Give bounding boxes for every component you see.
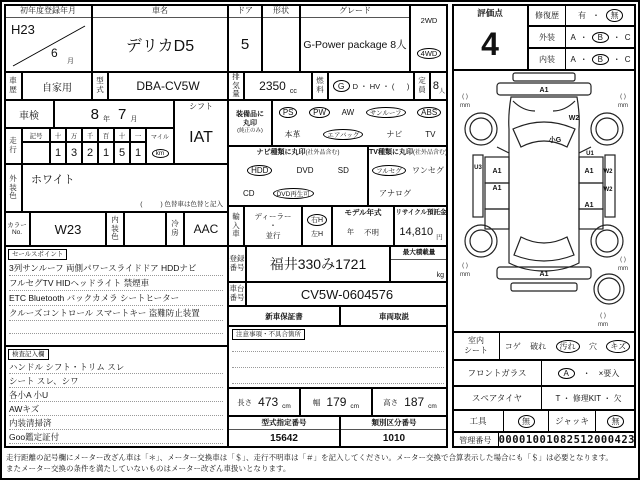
seat-tear: 破れ — [530, 341, 547, 351]
front-left-wheel-icon — [470, 118, 492, 140]
exterior-a: A — [570, 32, 576, 42]
tread-unit-spare: mm — [598, 322, 608, 328]
door-value: 5 — [240, 36, 250, 53]
history-label-cell — [4, 72, 22, 100]
import-label: 輸入車 — [232, 212, 240, 239]
sep: ・ — [579, 32, 588, 42]
car-body — [509, 97, 580, 271]
tailgate-bar — [511, 283, 577, 291]
height-cell — [372, 388, 448, 416]
recycle-value: 14,810 — [399, 226, 434, 238]
parallel-option: 並行 — [265, 230, 281, 240]
notes-blank-line — [232, 367, 444, 368]
km-circled: km — [152, 149, 169, 158]
fuel-cell — [328, 72, 414, 100]
grade-value: G-Power package 8人 — [303, 39, 407, 51]
mileage-header-symbol: 記号 — [22, 128, 50, 142]
equip-airbag: エアバッグ — [323, 129, 363, 140]
mileage-row-label: 走行 — [9, 136, 17, 154]
equip-tv: TV — [425, 129, 436, 139]
sales-line: 3列サンルーフ 両側パワースライドドア HDDナビ — [9, 261, 223, 276]
model-year-cell — [332, 206, 394, 246]
score-label: 評価点 — [477, 8, 503, 18]
notes-box — [228, 326, 448, 388]
car-name-label: 車名 — [93, 5, 227, 18]
fuel-gasoline-circled: G — [333, 80, 350, 92]
damage-diagram-box — [452, 70, 636, 332]
inspection-line: ハンドル シフト・トリム スレ — [9, 360, 223, 374]
tread-unit-rr: mm — [618, 266, 628, 272]
shaken-year-unit: 年 — [103, 116, 110, 123]
nav-type-title: ナビ種類に丸印 — [256, 149, 306, 156]
mileage-header: 百 — [98, 128, 114, 142]
equip-pw: PW — [309, 107, 330, 118]
ext-color-label: 外装色 — [9, 174, 17, 201]
door-cell — [228, 4, 262, 72]
equipment-title-1: 装備品に — [236, 111, 264, 119]
door-label: ドア — [229, 5, 261, 18]
windshield-x: ×要入 — [598, 368, 620, 378]
model-year-unknown: 不明 — [364, 227, 379, 237]
interior-c: C — [624, 54, 631, 64]
length-unit: cm — [282, 403, 291, 410]
int-color-label: 内装色 — [111, 215, 119, 242]
front-right-wheel-icon — [596, 118, 618, 140]
headlight-right — [553, 101, 575, 111]
tv-oneseg: ワンセグ — [411, 166, 444, 175]
right-sill — [605, 155, 615, 217]
equipment-note: (純正のみ) — [237, 128, 263, 135]
reg-year: H23 — [11, 22, 35, 37]
capacity-label: 定員 — [418, 76, 426, 94]
seat-label-cell — [453, 333, 500, 359]
mileage-digit: 2 — [82, 142, 98, 164]
type-designation-label: 型式指定番号 — [229, 417, 339, 430]
length-value: 473 — [258, 395, 279, 409]
ac-label-cell — [166, 212, 184, 246]
inspection-line: 各小A 小U — [9, 388, 223, 402]
headlight-left — [513, 101, 535, 111]
roof-rack — [513, 73, 575, 81]
left-quarter-panel — [485, 209, 509, 229]
import-label-cell — [228, 206, 244, 246]
displacement-unit: cc — [289, 87, 297, 95]
inspection-box — [4, 346, 228, 448]
first-registration-cell — [4, 4, 92, 72]
right-handle-circled: 右H — [307, 214, 327, 226]
inspection-line: AWキズ — [9, 402, 223, 416]
inspection-title: 検査記入欄 — [8, 349, 49, 360]
mileage-row-label-cell — [4, 128, 22, 164]
nav-dvd-play: DVD再生可 — [273, 188, 314, 199]
equipment-title-2: 丸印 — [243, 119, 257, 127]
reg-no-value: 福井330み1721 — [246, 246, 390, 282]
mileage-digit: 1 — [130, 142, 146, 164]
sep: ・ — [612, 54, 621, 64]
first-registration-label: 初年度登録年月 — [5, 5, 91, 18]
length-cell — [228, 388, 300, 416]
repair-yes: 有 — [578, 10, 586, 20]
car-name-cell — [92, 4, 228, 72]
payload-label: 最大積載量 — [391, 247, 447, 260]
model-label: 型式 — [96, 76, 104, 94]
model-label-cell — [92, 72, 108, 100]
sales-points-box — [4, 246, 228, 346]
jack-none-circled: 無 — [607, 415, 624, 428]
spare-tire-icon — [598, 278, 620, 300]
mark-front-bumper: A1 — [539, 87, 549, 94]
mileage-digit: 5 — [114, 142, 130, 164]
seat-condition-row — [452, 332, 636, 360]
tread-paren-rr: ( ) — [620, 257, 626, 263]
height-label: 高さ — [383, 397, 399, 407]
tread-paren-fr: ( ) — [620, 94, 626, 100]
ac-value: AAC — [184, 212, 228, 246]
windshield-row — [452, 360, 636, 386]
sales-line: フルセグTV HIDヘッドライト 禁煙車 — [9, 276, 223, 291]
type-designation-value: 15642 — [270, 433, 298, 444]
sales-line: ETC Bluetooth バックカメラ シートヒーター — [9, 291, 223, 306]
nav-type-cell — [228, 146, 368, 206]
displacement-cell — [244, 72, 312, 100]
equip-aw: AW — [341, 107, 355, 117]
spare-tire-value: T ・ 修理KIT ・ 欠 — [555, 393, 622, 403]
repair-history-row — [528, 4, 636, 26]
recycle-label: リサイクル預託金 — [395, 209, 447, 216]
car-diagram — [453, 71, 635, 331]
recycle-cell — [394, 206, 448, 246]
ext-color-value: ホワイト — [31, 174, 75, 186]
management-number-label: 管理番号 — [453, 433, 499, 447]
tread-paren-fl: ( ) — [462, 94, 468, 100]
interior-b-circled: B — [592, 54, 609, 65]
right-quarter-panel — [579, 209, 603, 229]
seat-scratch-circled: キズ — [606, 340, 630, 353]
rear-window — [514, 237, 574, 261]
mark-left-rear-door: A1 — [492, 185, 502, 192]
reg-month: 6 — [51, 46, 58, 60]
spare-tire-row — [452, 386, 636, 410]
sep: ・ — [612, 32, 621, 42]
spare-tire-label: スペアタイヤ — [453, 387, 542, 409]
mileage-header: 一 — [130, 128, 146, 142]
windshield-label: フロントガラス — [453, 361, 542, 385]
equip-ps: PS — [279, 107, 298, 118]
rear-left-wheel-icon — [470, 230, 492, 252]
int-color-value — [124, 212, 166, 246]
interior-grade-row — [528, 48, 636, 70]
equipment-label-cell — [228, 100, 272, 146]
shift-cell — [174, 100, 228, 164]
width-unit: cm — [350, 403, 360, 410]
footnote-line-2: またメーター交換の条件を満たしていないものはメーター改ざん車扱いとなります。 — [6, 464, 291, 473]
notes-blank-line — [232, 351, 444, 352]
mark-right-front-fender: W2 — [568, 115, 580, 122]
inspection-line: シート スレ、シワ — [9, 374, 223, 388]
color-note-paren: ( ) — [140, 201, 163, 208]
mark-right-rear-door: A1 — [584, 202, 594, 209]
seat-hole: 穴 — [588, 341, 597, 351]
shift-label: シフト — [189, 102, 213, 111]
mileage-digit: 1 — [50, 142, 66, 164]
nav-type-note: (社外品含む) — [305, 150, 340, 156]
dealer-option: ディーラー — [254, 211, 292, 221]
tools-jack-row — [452, 410, 636, 432]
mark-right-front-door: A1 — [584, 168, 594, 175]
ac-label: 冷房 — [171, 219, 179, 237]
tv-type-title: TV種類に丸印 — [369, 149, 413, 156]
car-name-value: デリカD5 — [125, 38, 195, 55]
nav-dvd: DVD — [296, 166, 314, 175]
displacement-label-cell — [228, 72, 244, 100]
mark-right-sill-rear: W2 — [603, 187, 613, 193]
seat-burn: コゲ — [504, 341, 521, 351]
tools-label: 工具 — [453, 411, 504, 431]
manual-header: 車両取説 — [340, 306, 448, 326]
rear-right-wheel-icon — [596, 230, 618, 252]
type-designation-cell — [228, 416, 340, 448]
fuel-options: D ・ HV ・ ( ) — [352, 81, 410, 91]
class-number-cell — [340, 416, 448, 448]
inspection-line: 内装清掃済 — [9, 416, 223, 430]
equipment-items-cell — [272, 100, 448, 146]
equip-sunroof: サンルーフ — [366, 107, 406, 118]
mark-right-sill-front: W2 — [603, 169, 613, 175]
repair-sep: ・ — [592, 10, 600, 20]
class-number-label: 類別区分番号 — [341, 417, 447, 430]
mileage-unit-cell — [146, 128, 174, 164]
color-no-value: W23 — [30, 212, 106, 246]
shape-value — [263, 18, 299, 71]
windshield-a-circled: A — [558, 368, 575, 379]
dealer-sep: ・ — [269, 221, 277, 231]
mileage-header: 千 — [82, 128, 98, 142]
recycle-unit: 円 — [436, 233, 443, 241]
height-unit: cm — [428, 403, 437, 410]
height-value: 187 — [404, 395, 425, 409]
tread-unit-fl: mm — [460, 103, 470, 109]
exterior-grade-row — [528, 26, 636, 48]
capacity-unit: 人 — [439, 89, 446, 95]
car-outline — [465, 73, 624, 304]
interior-grade-label: 内装 — [529, 49, 566, 69]
grade-label: グレード — [301, 5, 409, 18]
seat-label-2: シート — [464, 346, 488, 355]
tv-type-note: (社外品含む) — [412, 150, 447, 156]
drive-4wd-circled: 4WD — [417, 48, 442, 59]
color-no-label-1: カラー — [7, 221, 27, 229]
mileage-symbol-value — [22, 142, 50, 164]
capacity-cell — [430, 72, 448, 100]
history-value: 自家用 — [22, 72, 92, 100]
notes-title: 注意事項・不具合箇所 — [232, 329, 305, 340]
displacement-value: 2350 — [259, 79, 286, 93]
shaken-label: 車検 — [4, 100, 54, 128]
tread-paren-spare: ( ) — [600, 313, 606, 319]
width-value: 179 — [326, 395, 347, 409]
mark-right-side-top: U1 — [586, 151, 594, 157]
reg-no-label: 登録番号 — [229, 254, 245, 272]
fuel-label: 燃料 — [316, 76, 324, 94]
sales-points-title: セールスポイント — [8, 249, 67, 260]
first-registration-value — [5, 18, 91, 71]
interior-a: A — [570, 54, 576, 64]
shaken-value-cell — [54, 100, 174, 128]
drive-cell — [410, 4, 448, 72]
capacity-label-cell — [414, 72, 430, 100]
shaken-month: 7 — [118, 105, 127, 123]
tv-analog: アナログ — [379, 189, 411, 198]
left-handle: 左H — [310, 230, 324, 238]
jack-label: ジャッキ — [549, 411, 596, 431]
reg-month-unit: 月 — [67, 58, 74, 65]
color-no-label-2: No. — [11, 229, 23, 236]
nav-cd: CD — [243, 189, 255, 198]
fuel-label-cell — [312, 72, 328, 100]
seat-label-1: 室内 — [468, 336, 484, 346]
shape-cell — [262, 4, 300, 72]
tv-type-cell — [368, 146, 448, 206]
history-label: 車歴 — [9, 76, 17, 94]
windshield-sep: ・ — [582, 368, 591, 378]
management-number-value: 00001001082512000423 — [498, 434, 635, 446]
seat-dirt-circled: 汚れ — [556, 340, 580, 353]
class-number-value: 1010 — [382, 433, 406, 444]
exterior-c: C — [624, 32, 631, 42]
length-label: 長さ — [237, 397, 253, 407]
drive-2wd: 2WD — [420, 15, 438, 25]
color-no-label-cell — [4, 212, 30, 246]
import-dealer-cell — [244, 206, 302, 246]
tread-paren-rl: ( ) — [462, 263, 468, 269]
score-cell — [452, 4, 528, 70]
model-year-unit: 年 — [347, 229, 354, 236]
model-code-value: DBA-CV5W — [108, 72, 228, 100]
handle-cell — [302, 206, 332, 246]
left-mirror — [497, 147, 509, 153]
notes-blank-line — [232, 383, 444, 384]
mileage-digit: 1 — [98, 142, 114, 164]
sales-line: クルーズコントロール スマートキー 盗難防止装置 — [9, 306, 223, 321]
nav-hdd: HDD — [247, 165, 272, 176]
width-cell — [300, 388, 372, 416]
inspection-line: Goo鑑定証付 — [9, 430, 223, 444]
shaken-year: 8 — [90, 105, 99, 123]
windshield — [513, 122, 575, 147]
sep: ・ — [579, 54, 588, 64]
reg-no-label-cell — [228, 246, 246, 282]
color-note — [140, 199, 223, 208]
equip-abs: ABS — [417, 107, 441, 118]
score-value: 4 — [481, 25, 499, 62]
equip-leather: 本革 — [284, 129, 301, 139]
ext-color-cell — [22, 164, 228, 212]
ext-color-label-cell — [4, 164, 22, 212]
nav-sd: SD — [337, 166, 349, 175]
tools-none-circled: 無 — [518, 415, 535, 428]
tread-unit-fr: mm — [618, 103, 628, 109]
chassis-label: 車台番号 — [229, 284, 245, 302]
equip-navi: ナビ — [386, 129, 403, 139]
mark-windshield: 小G — [548, 137, 562, 144]
shift-value: IAT — [189, 129, 213, 146]
payload-cell — [390, 246, 448, 282]
mark-left-front-door: A1 — [492, 168, 502, 175]
warranty-header: 新車保証書 — [228, 306, 340, 326]
mark-left-sill: U3 — [474, 165, 482, 171]
displacement-label: 排気量 — [232, 72, 240, 99]
repair-no-circled: 無 — [606, 9, 623, 22]
mileage-digit: 3 — [66, 142, 82, 164]
capacity-value: 8 — [432, 80, 440, 92]
sales-blank-line — [9, 321, 223, 334]
shaken-month-unit: 月 — [130, 116, 138, 123]
grade-cell — [300, 4, 410, 72]
color-note-text: 色替車は色替と記入 — [164, 201, 223, 208]
chassis-label-cell — [228, 282, 246, 306]
mark-rear-bumper: A1 — [539, 271, 549, 278]
footnote — [6, 452, 636, 474]
model-year-label: モデル年式 — [344, 208, 382, 217]
mileage-header: 万 — [66, 128, 82, 142]
shape-label: 形状 — [263, 5, 299, 18]
footnote-line-1: 走行距離の記号欄にメーター改ざん車は「＊」、メーター交換車は「＄」、走行不明車は「＃」を記入してください。メーター交換で合算表示した場合にも「＄」は必要となります。 — [6, 453, 613, 462]
exterior-grade-label: 外装 — [529, 27, 566, 47]
tread-unit-rl: mm — [460, 272, 470, 278]
management-number-row — [452, 432, 636, 448]
mile-label: マイル — [151, 134, 169, 141]
mileage-header: 十 — [114, 128, 130, 142]
int-color-label-cell — [106, 212, 124, 246]
width-label: 幅 — [312, 397, 321, 407]
mileage-header: 十 — [50, 128, 66, 142]
tv-fullseg: フルセグ — [372, 165, 406, 176]
payload-unit: kg — [436, 272, 444, 279]
exterior-b-circled: B — [592, 32, 609, 43]
chassis-value: CV5W-0604576 — [246, 282, 448, 306]
repair-history-label: 修復歴 — [529, 5, 566, 25]
